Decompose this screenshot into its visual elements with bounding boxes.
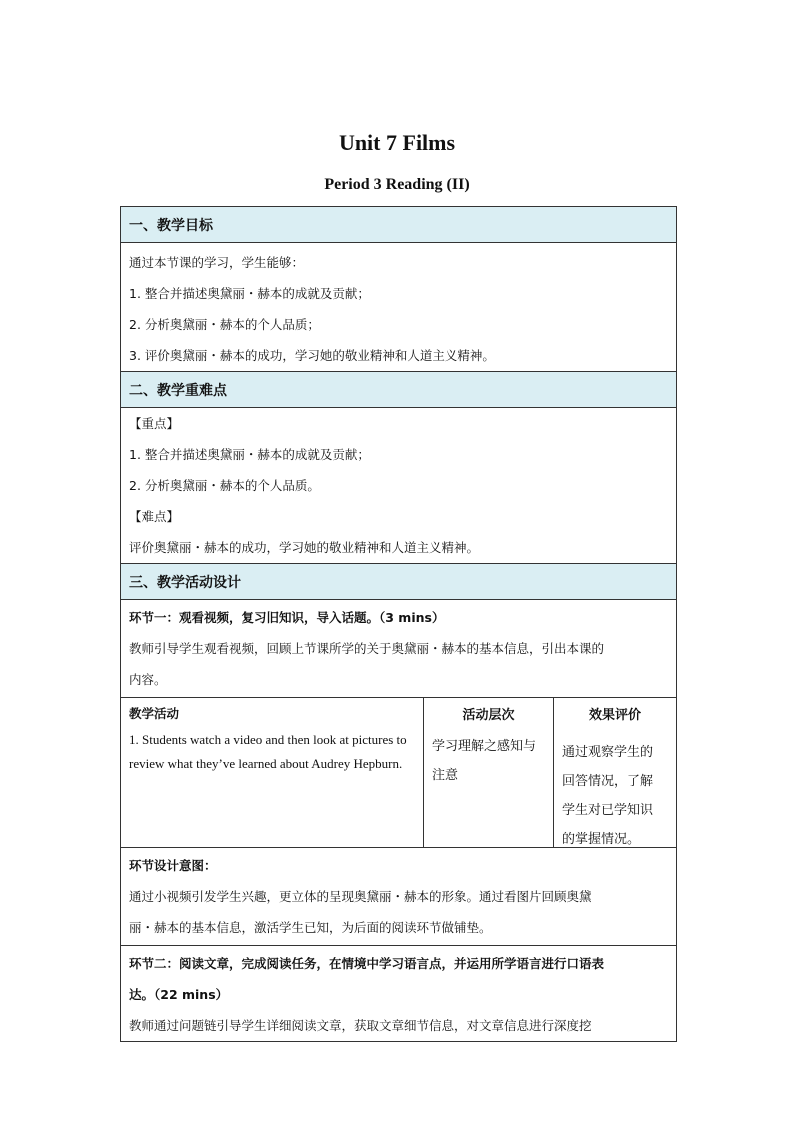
step1-description: 教师引导学生观看视频，回顾上节课所学的关于奥黛丽・赫本的基本信息，引出本课的 (129, 641, 605, 656)
step1-description-cont: 内容。 (129, 672, 167, 687)
step2-title: 环节二：阅读文章，完成阅读任务，在情境中学习语言点，并运用所学语言进行口语表 (129, 956, 605, 971)
key-points-label: 【重点】 (129, 416, 180, 431)
level-line: 学习理解之感知与 (432, 739, 537, 754)
step1-intent-cell (121, 848, 676, 946)
section-heading-objectives: 一、教学目标 (121, 207, 676, 243)
step1-intent-text-cont: 丽・赫本的基本信息，激活学生已知，为后面的阅读环节做铺垫。 (129, 920, 492, 935)
evaluation-line: 通过观察学生的 (562, 745, 654, 760)
key-points-cell (121, 408, 676, 564)
step2-cell (121, 946, 676, 1041)
evaluation-line: 的掌握情况。 (562, 832, 641, 847)
step2-title-cont: 达。（22 mins） (129, 987, 229, 1002)
step1-cell (121, 600, 676, 698)
evaluation-line: 学生对已学知识 (562, 803, 654, 818)
document-title: Unit 7 Films (338, 130, 456, 155)
objectives-cell (121, 243, 676, 372)
objective-item: 2. 分析奥黛丽・赫本的个人品质； (129, 317, 320, 332)
level-column-header: 活动层次 (462, 708, 515, 723)
step1-intent-text: 通过小视频引发学生兴趣，更立体的呈现奥黛丽・赫本的形象。通过看图片回顾奥黛 (129, 889, 592, 904)
level-text (432, 732, 545, 790)
objective-item: 1. 整合并描述奥黛丽・赫本的成就及贡献； (129, 286, 370, 301)
step1-intent-label: 环节设计意图： (129, 858, 217, 873)
activity-column (121, 698, 424, 847)
level-line: 注意 (432, 768, 459, 783)
activity-column-header: 教学活动 (129, 706, 180, 721)
evaluation-text (562, 738, 668, 854)
section-heading-activities: 三、教学活动设计 (121, 564, 676, 600)
evaluation-column-header: 效果评价 (588, 708, 641, 723)
activity-row (121, 698, 676, 848)
difficult-point-item: 评价奥黛丽・赫本的成功，学习她的敬业精神和人道主义精神。 (129, 540, 480, 555)
level-column (424, 698, 554, 847)
document-subtitle: Period 3 Reading (II) (324, 176, 470, 193)
step2-description: 教师通过问题链引导学生详细阅读文章，获取文章细节信息，对文章信息进行深度挖 (129, 1018, 592, 1033)
evaluation-column (554, 698, 676, 847)
step1-title: 环节一：观看视频，复习旧知识，导入话题。（3 mins） (129, 610, 445, 625)
difficult-points-label: 【难点】 (129, 509, 180, 524)
objectives-intro: 通过本节课的学习，学生能够： (129, 255, 305, 270)
lesson-plan-table (120, 206, 677, 1042)
objective-item: 3. 评价奥黛丽・赫本的成功，学习她的敬业精神和人道主义精神。 (129, 348, 495, 363)
key-point-item: 1. 整合并描述奥黛丽・赫本的成就及贡献； (129, 447, 370, 462)
key-point-item: 2. 分析奥黛丽・赫本的个人品质。 (129, 478, 320, 493)
evaluation-line: 回答情况，了解 (562, 774, 654, 789)
section-heading-key-points: 二、教学重难点 (121, 372, 676, 408)
activity-text: 1. Students watch a video and then look at pictures to review what they’ve learned about Audrey Hepburn. (129, 732, 407, 771)
